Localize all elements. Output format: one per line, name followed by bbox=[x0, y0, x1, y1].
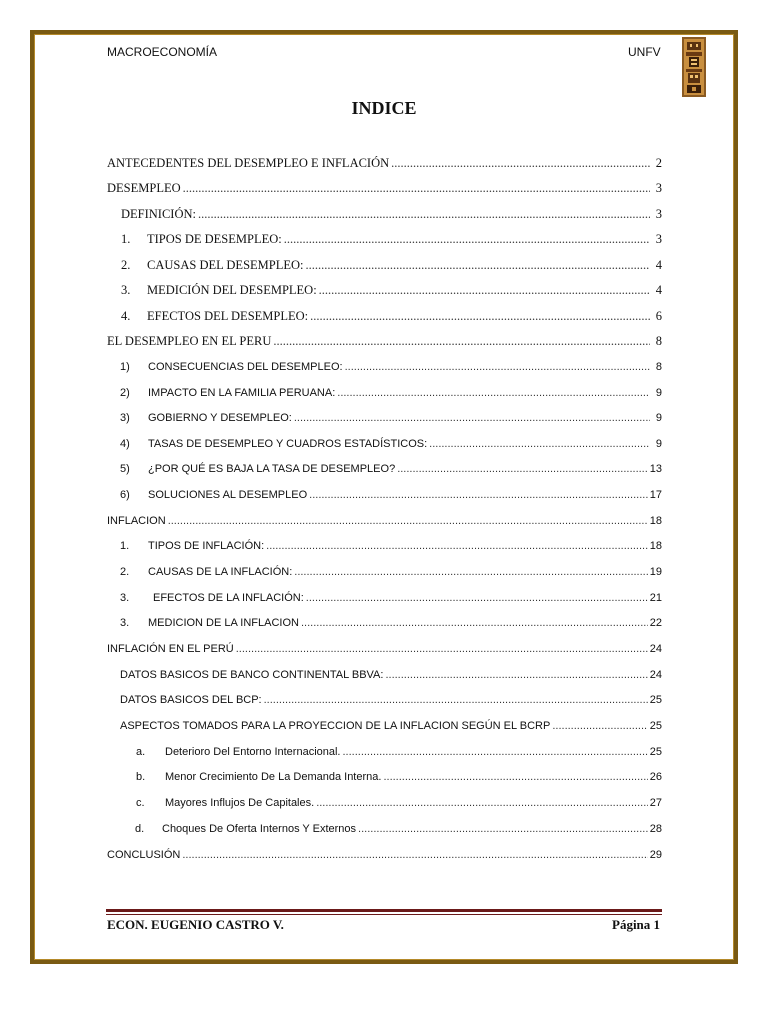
toc-dot-leader bbox=[385, 666, 647, 684]
toc-entry[interactable] bbox=[136, 743, 662, 761]
toc-dot-leader bbox=[310, 307, 650, 325]
toc-dot-leader bbox=[316, 794, 648, 812]
toc-entry-page: 28 bbox=[649, 823, 662, 835]
header-course: MACROECONOMÍA bbox=[107, 45, 218, 59]
footer-rule-thin bbox=[106, 914, 662, 915]
toc-entry[interactable] bbox=[120, 691, 662, 709]
toc-dot-leader bbox=[198, 205, 650, 223]
toc-entry-page: 4 bbox=[655, 258, 662, 272]
toc-entry-number: 3. bbox=[120, 592, 130, 604]
toc-entry-page: 2 bbox=[655, 156, 662, 170]
toc-entry-label: DATOS BASICOS DE BANCO CONTINENTAL BBVA: bbox=[120, 669, 384, 681]
footer-author: ECON. EUGENIO CASTRO V. bbox=[107, 917, 284, 932]
toc-entry[interactable] bbox=[121, 281, 662, 299]
toc-entry[interactable] bbox=[120, 435, 662, 453]
toc-entry-number: 2. bbox=[121, 258, 131, 272]
toc-entry-page: 25 bbox=[649, 694, 662, 706]
toc-entry-label: ANTECEDENTES DEL DESEMPLEO E INFLACIÓN bbox=[107, 156, 390, 170]
toc-entry-number: 6) bbox=[120, 489, 130, 501]
toc-entry-number: 3. bbox=[120, 617, 130, 629]
toc-dot-leader bbox=[337, 384, 650, 402]
toc-entry-label: CONSECUENCIAS DEL DESEMPLEO: bbox=[148, 361, 343, 373]
toc-dot-leader bbox=[294, 409, 650, 427]
toc-entry-page: 18 bbox=[649, 515, 662, 527]
toc-entry[interactable] bbox=[121, 205, 662, 223]
toc-entry-number: 3) bbox=[120, 412, 130, 424]
toc-entry-number: d. bbox=[135, 823, 145, 835]
toc-entry-page: 9 bbox=[655, 412, 662, 424]
toc-entry-page: 26 bbox=[649, 771, 662, 783]
toc-entry-number: 2. bbox=[120, 566, 130, 578]
toc-entry[interactable] bbox=[120, 486, 662, 504]
toc-entry-page: 19 bbox=[649, 566, 662, 578]
toc-entry[interactable] bbox=[107, 512, 662, 530]
toc-entry-number: 4. bbox=[121, 309, 131, 323]
toc-entry-page: 27 bbox=[649, 797, 662, 809]
toc-entry-label: IMPACTO EN LA FAMILIA PERUANA: bbox=[148, 387, 336, 399]
toc-entry-label: Deterioro Del Entorno Internacional. bbox=[165, 746, 341, 758]
toc-entry-number: 3. bbox=[121, 283, 131, 297]
toc-entry-label: ASPECTOS TOMADOS PARA LA PROYECCION DE LA INFLACION SEGÚN EL BCRP bbox=[120, 720, 551, 732]
toc-entry-label: TIPOS DE DESEMPLEO: bbox=[147, 232, 282, 246]
page-title: INDICE bbox=[351, 98, 417, 118]
toc-dot-leader bbox=[552, 717, 647, 735]
toc-dot-leader bbox=[309, 486, 648, 504]
toc-entry[interactable] bbox=[135, 820, 662, 838]
toc-entry-label: Menor Crecimiento De La Demanda Interna. bbox=[165, 771, 382, 783]
footer-rule bbox=[106, 909, 662, 912]
toc-entry-label: CAUSAS DEL DESEMPLEO: bbox=[147, 258, 304, 272]
toc-entry-label: CONCLUSIÓN bbox=[107, 849, 181, 861]
toc-entry[interactable] bbox=[136, 794, 662, 812]
toc-entry-number: 1. bbox=[120, 540, 130, 552]
toc-entry-label: CAUSAS DE LA INFLACIÓN: bbox=[148, 566, 293, 578]
toc-dot-leader bbox=[183, 179, 650, 197]
toc-entry-number: 2) bbox=[120, 387, 130, 399]
toc-entry-page: 18 bbox=[649, 540, 662, 552]
toc-entry-page: 9 bbox=[655, 438, 662, 450]
toc-entry-label: DEFINICIÓN: bbox=[121, 207, 196, 221]
toc-entry-label: MEDICIÓN DEL DESEMPLEO: bbox=[147, 283, 317, 297]
toc-entry[interactable] bbox=[136, 768, 662, 786]
toc-entry-page: 4 bbox=[655, 283, 662, 297]
toc-entry[interactable] bbox=[107, 179, 662, 197]
toc-dot-leader bbox=[301, 614, 648, 632]
toc-entry-page: 17 bbox=[649, 489, 662, 501]
toc-dot-leader bbox=[264, 691, 648, 709]
toc-entry-label: DESEMPLEO bbox=[107, 181, 181, 195]
toc-entry-page: 22 bbox=[649, 617, 662, 629]
toc-entry-label: Mayores Influjos De Capitales. bbox=[165, 797, 315, 809]
toc-dot-leader bbox=[391, 154, 650, 172]
toc-entry-number: 4) bbox=[120, 438, 130, 450]
toc-entry-page: 3 bbox=[655, 232, 662, 246]
toc-dot-leader bbox=[383, 768, 647, 786]
toc-entry[interactable] bbox=[121, 256, 662, 274]
toc-entry-page: 3 bbox=[655, 181, 662, 195]
toc-dot-leader bbox=[397, 460, 648, 478]
toc-entry-label: INFLACIÓN EN EL PERÚ bbox=[107, 643, 234, 655]
toc-entry-number: 5) bbox=[120, 463, 130, 475]
toc-dot-leader bbox=[284, 230, 650, 248]
toc-entry-page: 29 bbox=[649, 849, 662, 861]
toc-entry-number: a. bbox=[136, 746, 146, 758]
toc-entry[interactable] bbox=[120, 460, 662, 478]
toc-entry[interactable] bbox=[107, 640, 662, 658]
toc-dot-leader bbox=[319, 281, 650, 299]
toc-entry[interactable] bbox=[107, 154, 662, 172]
toc-entry[interactable] bbox=[121, 230, 662, 248]
toc-entry-number: c. bbox=[136, 797, 145, 809]
toc-entry[interactable] bbox=[120, 563, 662, 581]
toc-entry-number: 1. bbox=[121, 232, 131, 246]
toc-entry-page: 21 bbox=[649, 592, 662, 604]
toc-entry-page: 6 bbox=[655, 309, 662, 323]
toc-dot-leader bbox=[236, 640, 648, 658]
toc-entry[interactable] bbox=[120, 409, 662, 427]
toc-dot-leader bbox=[294, 563, 647, 581]
toc-entry-label: Choques De Oferta Internos Y Externos bbox=[162, 823, 357, 835]
footer-page-number: Página 1 bbox=[612, 917, 661, 932]
toc-dot-leader bbox=[345, 358, 650, 376]
toc-entry[interactable] bbox=[120, 537, 662, 555]
toc-entry[interactable] bbox=[120, 666, 662, 684]
toc-entry-page: 9 bbox=[655, 387, 662, 399]
toc-entry[interactable] bbox=[120, 358, 662, 376]
inca-totem-logo-icon bbox=[682, 37, 706, 97]
toc-entry-label: TIPOS DE INFLACIÓN: bbox=[148, 540, 265, 552]
toc-entry-page: 8 bbox=[655, 334, 662, 348]
toc-entry-label: EFECTOS DE LA INFLACIÓN: bbox=[153, 592, 304, 604]
toc-entry-page: 13 bbox=[649, 463, 662, 475]
toc-entry-page: 24 bbox=[649, 669, 662, 681]
toc-entry-label: ¿POR QUÉ ES BAJA LA TASA DE DESEMPLEO? bbox=[148, 463, 396, 475]
toc-entry-label: EL DESEMPLEO EN EL PERU bbox=[107, 334, 272, 348]
toc-entry-label: EFECTOS DEL DESEMPLEO: bbox=[147, 309, 309, 323]
toc-entry-page: 8 bbox=[655, 361, 662, 373]
toc-entry-page: 24 bbox=[649, 643, 662, 655]
toc-dot-leader bbox=[266, 537, 648, 555]
toc-dot-leader bbox=[342, 743, 647, 761]
toc-dot-leader bbox=[358, 820, 648, 838]
toc-entry-label: TASAS DE DESEMPLEO Y CUADROS ESTADÍSTICOS: bbox=[148, 438, 428, 450]
toc-entry[interactable] bbox=[121, 307, 662, 325]
toc-entry-label: MEDICION DE LA INFLACION bbox=[148, 617, 299, 629]
toc-entry-label: SOLUCIONES AL DESEMPLEO bbox=[148, 489, 308, 501]
toc-dot-leader bbox=[273, 332, 650, 350]
toc-entry-page: 3 bbox=[655, 207, 662, 221]
toc-entry-number: b. bbox=[136, 771, 146, 783]
toc-entry-page: 25 bbox=[649, 746, 662, 758]
toc-entry-page: 25 bbox=[649, 720, 662, 732]
toc-dot-leader bbox=[306, 589, 648, 607]
toc-dot-leader bbox=[182, 846, 647, 864]
header-university: UNFV bbox=[628, 45, 661, 59]
toc-entry-label: DATOS BASICOS DEL BCP: bbox=[120, 694, 262, 706]
toc-entry-label: INFLACION bbox=[107, 515, 166, 527]
toc-dot-leader bbox=[306, 256, 651, 274]
toc-dot-leader bbox=[168, 512, 648, 530]
toc-entry[interactable] bbox=[120, 589, 662, 607]
toc-entry[interactable] bbox=[107, 332, 662, 350]
toc-entry[interactable] bbox=[120, 717, 662, 735]
toc-entry-label: GOBIERNO Y DESEMPLEO: bbox=[148, 412, 292, 424]
toc-entry-number: 1) bbox=[120, 361, 130, 373]
toc-entry[interactable] bbox=[107, 846, 662, 864]
toc-dot-leader bbox=[429, 435, 650, 453]
toc-entry[interactable] bbox=[120, 614, 662, 632]
toc-entry[interactable] bbox=[120, 384, 662, 402]
